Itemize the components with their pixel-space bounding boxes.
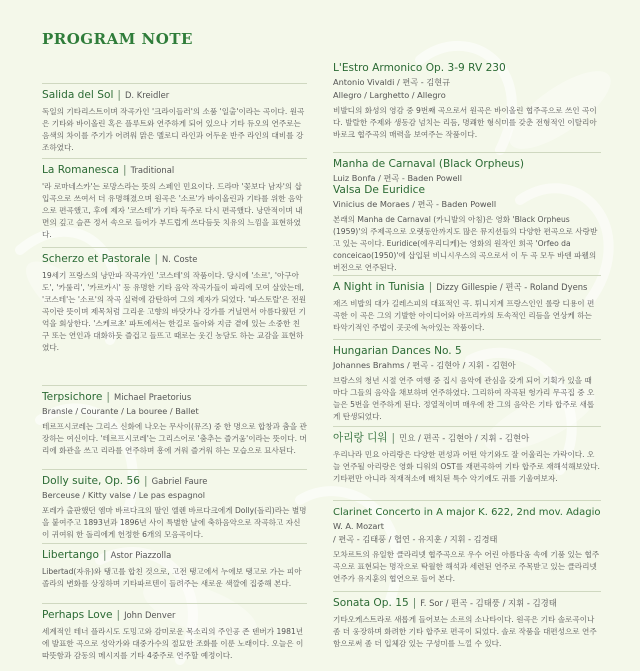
entry-composer: W. A. Mozart xyxy=(333,521,384,531)
entry-composer: Astor Piazzolla xyxy=(110,550,172,560)
program-entry xyxy=(333,426,601,485)
entry-heading xyxy=(42,391,307,404)
entry-composer: Gabriel Faure xyxy=(151,476,208,486)
divider xyxy=(42,469,307,470)
entry-title: Perhaps Love xyxy=(42,609,113,621)
program-entry xyxy=(42,158,307,241)
divider xyxy=(333,339,601,340)
entry-heading xyxy=(42,475,307,488)
entry-description: 모차르트의 유일한 클라리넷 협주곡으로 우수 어린 아름다움 속에 기품 있는 협주곡으로 표현되는 명작으로 탁월한 해석과 세련된 연주로 주목받고 있는 클라리넷 연주가 유지훈의 협연으로 들어 본다. xyxy=(333,550,600,583)
entry-heading xyxy=(42,89,307,102)
divider xyxy=(42,543,307,544)
entry-credits-2: Vinicius de Moraes / 편곡 - Baden Powell xyxy=(333,199,497,209)
entry-composer: 민요 / 편곡 - 김현아 / 지휘 - 김현아 xyxy=(399,433,530,443)
separator: | xyxy=(106,391,110,403)
separator: | xyxy=(154,253,159,265)
program-entry xyxy=(42,247,307,354)
divider xyxy=(333,500,601,501)
program-entry xyxy=(333,152,601,274)
entry-description: 재즈 비밥의 대가 길레스피의 대표적인 곡. 튀니지계 프랑스인인 롤랑 디용이 편곡한 이 곡은 그의 기발한 아이디어와 아프리카의 토속적인 리듬을 연상케 하는 타악기적인 주법이 곳곳에 녹아있는 작품이다. xyxy=(333,299,595,332)
divider xyxy=(42,603,307,604)
program-entry xyxy=(42,83,307,154)
entry-movements: Bransle / Courante / La bouree / Ballet xyxy=(42,406,199,416)
entry-title: La Romanesca xyxy=(42,164,120,176)
separator: | xyxy=(412,597,417,609)
separator: | xyxy=(116,609,121,621)
entry-description: Libertad(자유)와 탱고를 합친 것으로, 고전 탱고에서 누에보 탱고로 가는 피아졸라의 변화를 상징하며 기타파르텐이 들려주는 새로운 색깔에 집중해 본다. xyxy=(42,567,302,588)
divider xyxy=(333,152,601,153)
entry-description: 세계적인 테너 플라시도 도밍고와 감미로운 목소리의 주인공 존 덴버가 1981년에 발표한 곡으로 성악가와 대중가수의 절묘한 조화를 이룬 노래이다. 오늘은 이 따뜻함과 감동의 메시지를 기타 4중주로 연주할 예정이다. xyxy=(42,627,304,660)
entry-heading xyxy=(333,281,601,294)
entry-heading xyxy=(42,549,307,562)
separator: | xyxy=(144,475,148,487)
divider xyxy=(42,83,307,84)
entry-title: Hungarian Dances No. 5 xyxy=(333,345,462,357)
entry-movements: Berceuse / Kitty valse / Le pas espagnol xyxy=(42,490,206,500)
entry-composer: John Denver xyxy=(124,610,176,620)
entry-credits: Luiz Bonfa / 편곡 - Baden Powell xyxy=(333,173,463,183)
entry-title: L'Estro Armonico Op. 3-9 RV 230 xyxy=(333,62,506,74)
entry-description: 포레가 출판했던 엠마 바르다크의 딸인 엘렌 바르다크에게 Dolly(돌리)라는 별명을 붙여주고 1893년과 1896년 사이 특별한 날에 축하음악으로 작곡하고 자신이 귀여워 한 돌리에게 헌정한 6개의 모음곡이다. xyxy=(42,506,307,539)
entry-credits: Antonio Vivaldi / 편곡 - 김현규 xyxy=(333,77,451,87)
program-entry xyxy=(333,62,601,141)
program-entry xyxy=(333,275,601,334)
entry-description: 브람스의 청년 시절 연주 여행 중 집시 음악에 관심을 갖게 되어 기획가 있을 때 마다 그들의 음악을 채보하며 연주하였다. 그리하여 작곡된 헝가리 무곡집 중 오늘은 5번을 연주하게 된다. 정열적이며 매우에 찬 그의 음악은 기타 합주로 새롭게 탄생되었다. xyxy=(333,376,595,421)
entry-title: Dolly suite, Op. 56 xyxy=(42,475,141,487)
entry-composer: N. Coste xyxy=(162,254,198,264)
entry-composer: F. Sor / 편곡 - 김태풍 / 지휘 - 김경태 xyxy=(420,598,557,608)
entry-title: Terpsichore xyxy=(42,391,103,403)
entry-description: 우리나라 민요 아리랑은 다양한 편성과 어떤 악기와도 잘 어울리는 가락이다. 오늘 연주될 아리랑은 영화 디워의 OST를 재편곡하여 기타 합주로 재해석해보았다. 기타편만 아니라 적재적소에 배치된 특수 악기에도 귀를 기울여보자. xyxy=(333,450,600,483)
entry-composer: Traditional xyxy=(130,165,175,175)
program-entry xyxy=(42,469,307,541)
program-entry xyxy=(42,543,307,590)
separator: | xyxy=(428,281,433,293)
entry-movements: Allegro / Larghetto / Allegro xyxy=(333,90,446,100)
entry-title: Scherzo et Pastorale xyxy=(42,253,151,265)
program-entry xyxy=(333,339,601,423)
divider xyxy=(42,385,307,386)
entry-title: Clarinet Concerto in A major K. 622, 2nd mov. Adagio xyxy=(333,507,601,518)
program-entry xyxy=(333,591,601,650)
entry-description: '라 로마네스카'는 로망스라는 뜻의 스페인 민요이다. 드라마 '꽃보다 남자'의 삽입곡으로 쓰여서 더 유명해졌으며 원곡은 '소르'가 바이올린과 기타를 위한 음악으로 편곡했고, 후에 제자 '코스테'가 기타 독주로 다시 편곡했다. 낭만적이며 내면의 깊고 슬픈 정서 속으로 들어가 부드럽게 쓰다듬듯 치유의 느낌을 표현하였다. xyxy=(42,182,303,239)
entry-heading xyxy=(333,597,601,610)
entry-title: Manha de Carnaval (Black Orpheus) xyxy=(333,158,525,170)
entry-title: Sonata Op. 15 xyxy=(333,597,409,609)
separator: | xyxy=(117,89,121,101)
program-entry xyxy=(42,603,307,662)
entry-description: 기타오케스트라로 새롭게 들어보는 소르의 소나타이다. 원곡은 기타 솔로곡이나 좀 더 웅장하며 화려한 기타 합주로 편곡이 되었다. 솔로 작품을 대편성으로 연주함으로써 좀 더 입체감 있는 구성미를 느낄 수 있다. xyxy=(333,615,597,648)
entry-description: 본래의 Manha de Carnaval (카니발의 아침)은 영화 'Black Orpheus (1959)'의 주제곡으로 오랫동안까지도 많은 뮤지션들의 다양한 편곡으로 사랑받고 있는 곡이다. Euridice(에우리디케)는 영화의 원작인 희곡 'Orfeo da conceicao(1950)'에 삽입된 비니시우스의 곡으로서 이 두 곡 모두 바덴 파웰의 버전으로 연주된다. xyxy=(333,215,598,272)
entry-heading xyxy=(333,432,601,445)
entry-description: 독일의 기타리스트이며 작곡가인 '크라이들러'의 소품 '일출'이라는 곡이다. 원곡은 기타와 바이올린 혹은 플루트와 연주하게 되어 있으나 기타 듀오의 연주로는 음색의 차이를 주기가 어려워 맑은 멜로디 라인과 어두운 반주 라인의 대비를 강조하였다. xyxy=(42,107,305,152)
entry-credits: Johannes Brahms / 편곡 - 김현아 / 지휘 - 김현아 xyxy=(333,360,516,370)
divider xyxy=(333,275,601,276)
entry-title: 아리랑 디워 xyxy=(333,432,388,444)
entry-composer: Michael Praetorius xyxy=(113,392,192,402)
divider xyxy=(42,158,307,159)
entry-title-2: Valsa De Euridice xyxy=(333,184,425,196)
entry-title: Libertango xyxy=(42,549,100,561)
entry-heading xyxy=(42,609,307,622)
program-entry xyxy=(42,385,307,457)
entry-heading xyxy=(42,164,307,177)
entry-credits: / 편곡 - 김태풍 / 협연 - 유지훈 / 지휘 - 김경태 xyxy=(333,534,498,544)
separator: | xyxy=(103,549,107,561)
separator: | xyxy=(123,164,127,176)
entry-heading xyxy=(42,253,307,266)
program-entry xyxy=(333,500,601,585)
page-title: PROGRAM NOTE xyxy=(42,30,193,48)
entry-title: A Night in Tunisia xyxy=(333,281,425,293)
entry-composer: D. Kreidler xyxy=(124,90,170,100)
entry-title: Salida del Sol xyxy=(42,89,114,101)
entry-composer: Dizzy Gillespie / 편곡 - Roland Dyens xyxy=(436,282,588,292)
divider xyxy=(333,591,601,592)
divider xyxy=(42,247,307,248)
entry-description: 19세기 프랑스의 낭만파 작곡가인 '코스테'의 작품이다. 당시에 '소르', '아구아도', '카룰리', '카르카시' 등 유명한 기타 음악 작곡가들이 파리에 모여 살았는데, '코스테'는 '소르'의 작곡 실력에 감탄하여 그의 제자가 되었다. '파스토랄'은 전원곡이란 뜻이며 제목처럼 그리운 고향의 바닷가나 강가를 거닐면서 아름다웠던 기억을 회상한다. '스케르초' 파트에서는 한길로 돌아와 지금 곁에 있는 소중한 친구 또는 연인과 대화하듯 즐겁고 들뜨고 때로는 웃긴 농담도 하는 교감을 표현하였다. xyxy=(42,271,307,352)
entry-description: 비발디의 화성의 영감 중 9번째 곡으로서 원곡은 바이올린 협주곡으로 쓰인 곡이다. 발랄한 주제와 생동감 넘치는 리듬, 명쾌한 형식미를 갖춘 전형적인 이탈리아 바로크 협주곡의 매력을 보여주는 작품이다. xyxy=(333,106,597,139)
divider xyxy=(333,426,601,427)
entry-description: 테르프시코레는 그리스 신화에 나오는 무사이(뮤즈) 중 한 명으로 합창과 춤을 관장하는 여신이다. '테르프시코레'는 그리스어로 '춤추는 즐거움'이라는 뜻이다. 머리에 화관을 쓰고 리라를 연주하며 흥에 겨워 즐거워 하는 모습으로 묘사된다. xyxy=(42,422,307,455)
separator: | xyxy=(391,432,396,444)
